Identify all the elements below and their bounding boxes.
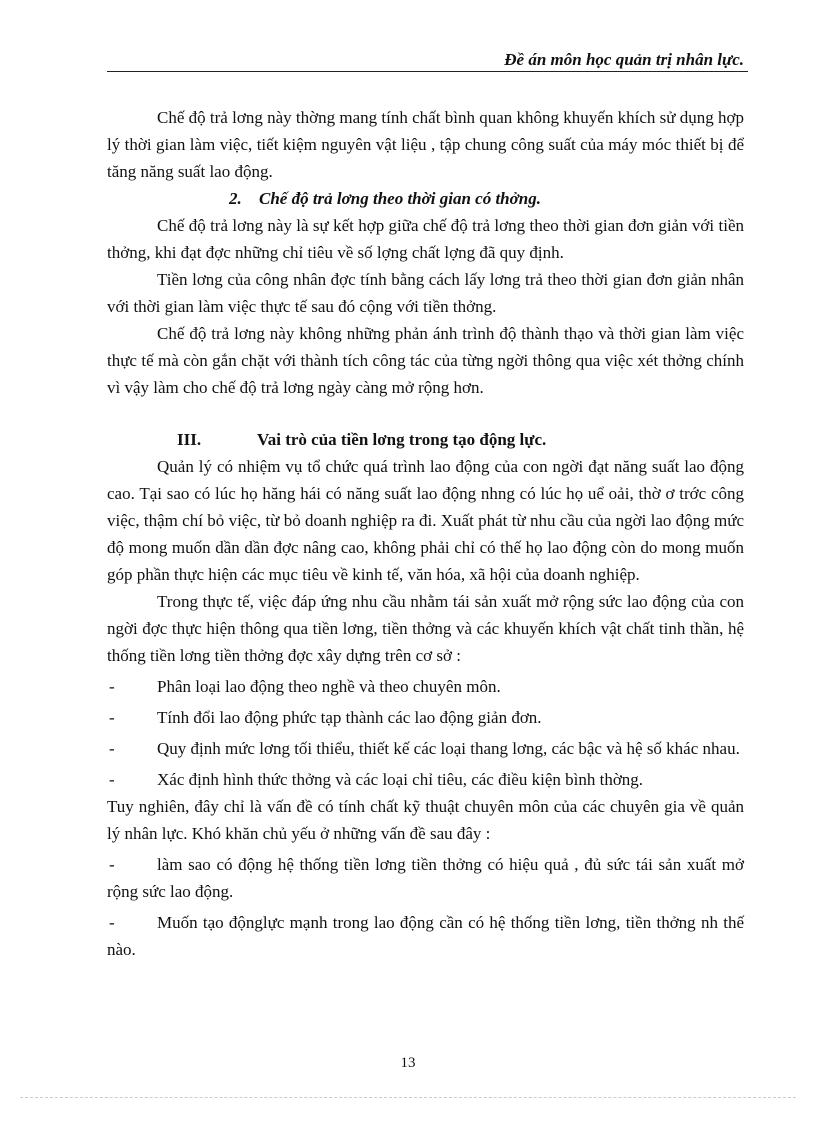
list-item-text: làm sao có động hệ thống tiền lơng tiền thởng có hiệu quả , đủ sức tái sản xuất mở rộng sức lao động. (107, 855, 744, 901)
bullet-dash: - (109, 855, 115, 874)
list-item-text: Quy định mức lơng tối thiểu, thiết kế các loại thang lơng, các bậc và hệ số khác nhau. (157, 739, 740, 758)
list-item (107, 704, 744, 731)
list-item (107, 851, 744, 905)
bullet-dash: - (109, 708, 115, 727)
list-item (107, 909, 744, 963)
bullet-dash: - (109, 677, 115, 696)
paragraph: Quản lý có nhiệm vụ tổ chức quá trình lao động của con ngời đạt năng suất lao động cao. Tại sao có lúc họ hăng hái có năng suất lao động nhng có lúc họ uể oải, thờ ơ trớc công việc, thậm chí bỏ việc, từ bỏ doanh nghiệp ra đi. Xuất phát từ nhu cầu của ngời lao động mức độ mong muốn dần dần đợc nâng cao, không phải chỉ có thế họ lao động còn do mong muốn góp phần thực hiện các mục tiêu về kinh tế, văn hóa, xã hội của doanh nghiệp. (107, 457, 744, 584)
list-item (107, 673, 744, 700)
section-number: III. (177, 430, 202, 449)
list-item (107, 735, 744, 762)
bullet-dash: - (109, 770, 115, 789)
bullet-dash: - (109, 913, 115, 932)
header-divider (107, 71, 748, 72)
paragraph: Trong thực tế, việc đáp ứng nhu cầu nhằm tái sản xuất mở rộng sức lao động của con ngời đợc thực hiện thông qua tiền lơng, tiền thởng và các khuyến khích vật chất tinh thần, hệ thống tiền lơng tiền thởng đợc xây dựng trên cơ sở : (107, 592, 744, 665)
list-item-text: Tính đổi lao động phức tạp thành các lao động giản đơn. (157, 708, 542, 727)
paragraph: Tuy nghiên, đây chỉ là vấn đề có tính chất kỹ thuật chuyên môn của các chuyên gia về quản lý nhân lực. Khó khăn chủ yếu ở những vấn đề sau đây : (107, 797, 744, 843)
paragraph: Chế độ trả lơng này không những phản ánh trình độ thành thạo và thời gian làm việc thực tế mà còn gắn chặt với thành tích công tác của từng ngời thông qua việc xét thởng chính vì vậy làm cho chế độ trả lơng ngày càng mở rộng hơn. (107, 324, 744, 397)
subheading (107, 185, 744, 212)
subheading-number: 2. (229, 189, 242, 208)
section-heading (107, 426, 744, 453)
document-header-title: Đề án môn học quản trị nhân lực. (504, 50, 744, 69)
list-item-text: Muốn tạo độnglực mạnh trong lao động cần có hệ thống tiền lơng, tiền thởng nh thế nào. (107, 913, 744, 959)
bullet-dash: - (109, 739, 115, 758)
document-body (107, 104, 744, 963)
page-number: 13 (400, 1055, 416, 1071)
list-item-text: Phân loại lao động theo nghề và theo chuyên môn. (157, 677, 501, 696)
paragraph: Tiền lơng của công nhân đợc tính bằng cách lấy lơng trả theo thời gian đơn giản nhân với thời gian làm việc thực tế sau đó cộng với tiền thởng. (107, 270, 744, 316)
paragraph: Chế độ trả lơng này là sự kết hợp giữa chế độ trả lơng theo thời gian đơn giản với tiền thởng, khi đạt đợc những chỉ tiêu về số lợng chất lợng đã quy định. (107, 216, 744, 262)
page-bottom-divider (20, 1097, 796, 1098)
list-item-text: Xác định hình thức thởng và các loại chỉ tiêu, các điều kiện bình thờng. (157, 770, 644, 789)
section-title: Vai trò của tiền lơng trong tạo động lực. (257, 430, 547, 449)
paragraph: Chế độ trả lơng này thờng mang tính chất bình quan không khuyến khích sử dụng hợp lý thời gian làm việc, tiết kiệm nguyên vật liệu , tập chung công suất của máy móc thiết bị để tăng năng suất lao động. (107, 108, 744, 181)
list-item (107, 766, 744, 793)
subheading-text: Chế độ trả lơng theo thời gian có thởng. (259, 189, 541, 208)
